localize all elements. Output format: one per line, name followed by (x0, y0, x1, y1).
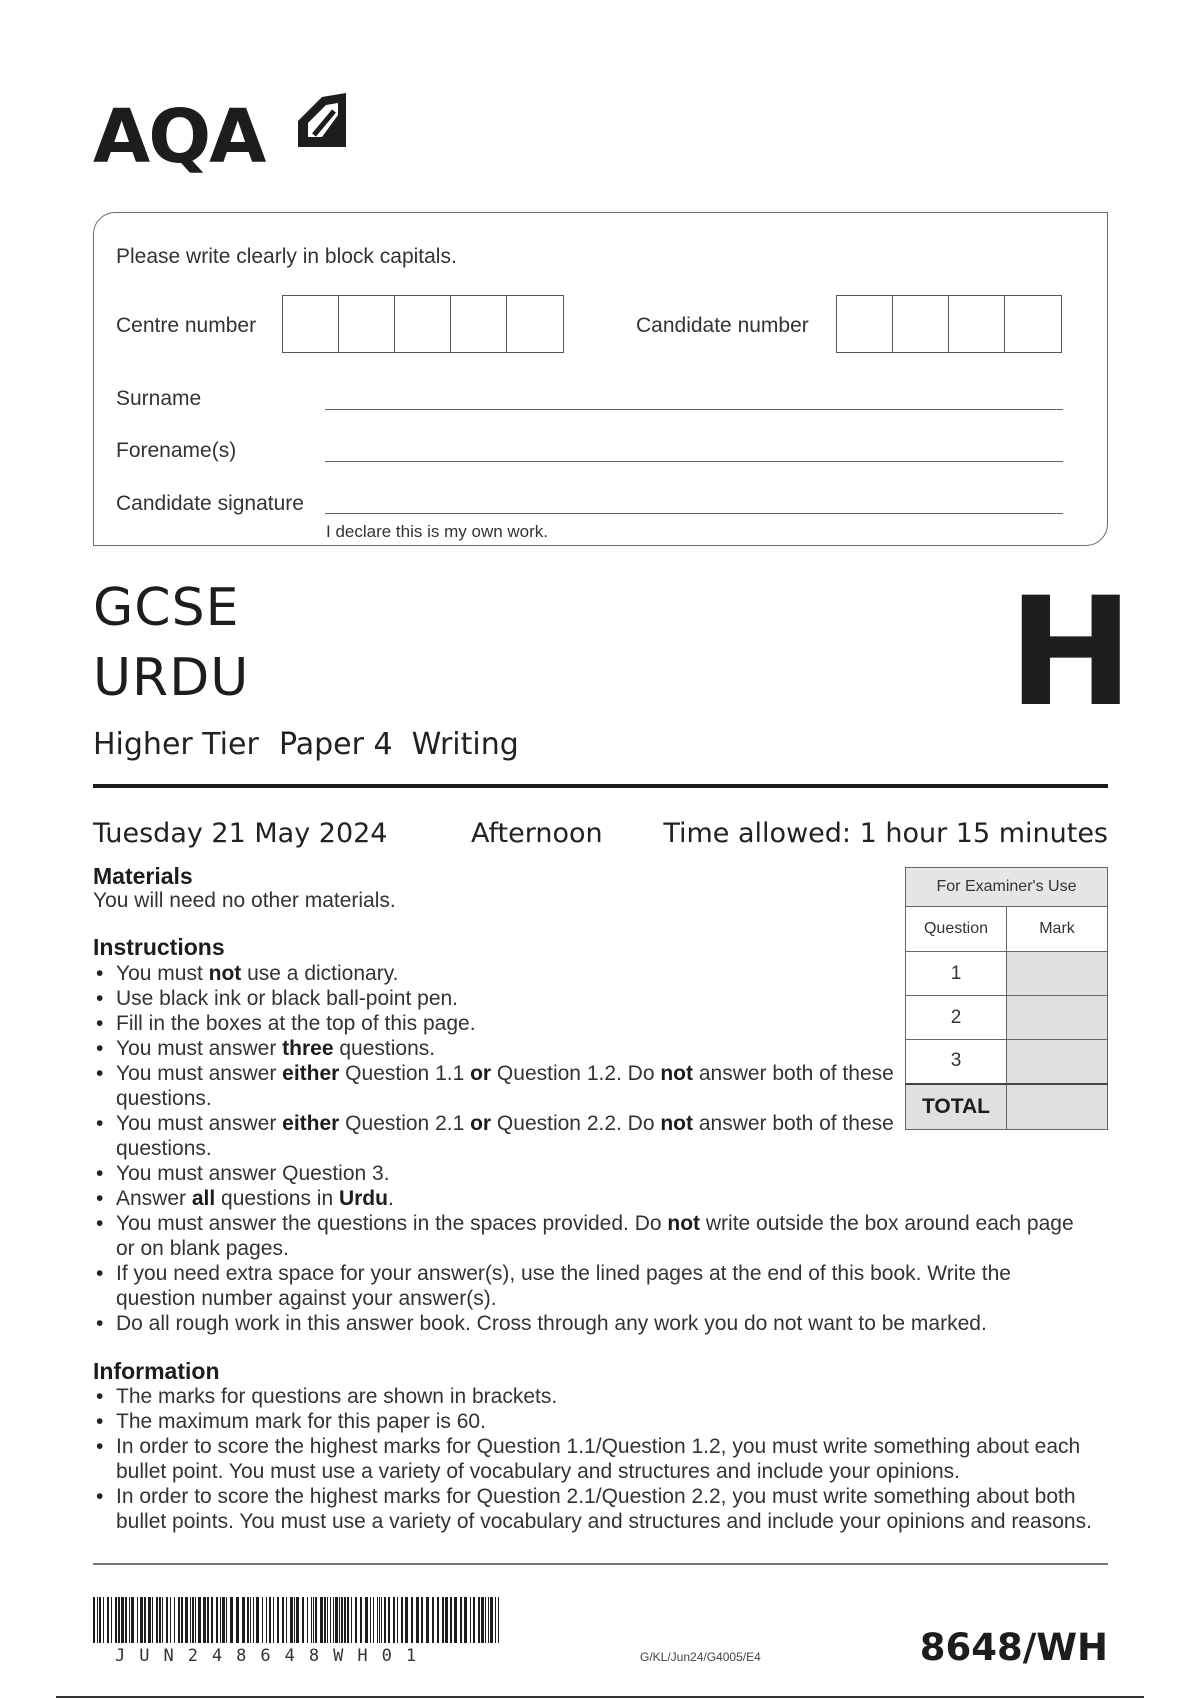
time-allowed: Time allowed: 1 hour 15 minutes (663, 818, 1108, 849)
question-number-cell: 1 (906, 952, 1007, 996)
instruction-item: • If you need extra space for your answer(s), use the lined pages at the end of this book. Write the question number against your answer(s). (93, 1261, 1083, 1311)
centre-number-digit-box[interactable] (451, 296, 507, 352)
block-capitals-instruction: Please write clearly in block capitals. (116, 245, 457, 268)
instruction-item: • You must answer three questions. (93, 1036, 961, 1061)
mark-cell (1007, 1040, 1108, 1084)
declaration-text: I declare this is my own work. (326, 522, 549, 541)
exam-date: Tuesday 21 May 2024 (93, 818, 388, 849)
instruction-item: • Use black ink or black ball-point pen. (93, 986, 961, 1011)
information-item: • In order to score the highest marks for Question 1.1/Question 1.2, you must write something about each bullet point. You must use a variety of vocabulary and structures and include your opinions. (93, 1434, 1093, 1484)
instruction-item: • You must answer the questions in the spaces provided. Do not write outside the box around each page or on blank pages. (93, 1211, 1083, 1261)
examiner-use-table (905, 867, 1108, 1130)
paper-reference: G/KL/Jun24/G4005/E4 (640, 1650, 761, 1664)
page-bottom-rule (56, 1696, 1144, 1698)
candidate-number-digit-box[interactable] (1005, 296, 1061, 352)
mark-cell (1007, 952, 1108, 996)
instruction-item: • Fill in the boxes at the top of this page. (93, 1011, 961, 1036)
tier-letter: H (1008, 566, 1134, 740)
instruction-item: • You must answer either Question 1.1 or Question 1.2. Do not answer both of these questions. (93, 1061, 961, 1111)
centre-number-digit-box[interactable] (507, 296, 563, 352)
barcode (93, 1597, 503, 1643)
instructions-heading: Instructions (93, 934, 225, 960)
surname-label: Surname (116, 387, 202, 410)
barcode-text: JUN248648WH01 (115, 1646, 431, 1666)
question-column-header: Question (906, 907, 1007, 952)
logo-text: AQA (93, 94, 265, 180)
aqa-leaf-icon (296, 91, 348, 149)
footer-divider (93, 1563, 1108, 1565)
information-heading: Information (93, 1358, 220, 1384)
qualification-title: GCSE (93, 578, 240, 638)
candidate-number-label: Candidate number (636, 314, 809, 337)
information-item: • In order to score the highest marks for Question 2.1/Question 2.2, you must write something about both bullet points. You must use a variety of vocabulary and structures and include your opinions and reasons. (93, 1484, 1093, 1534)
paper-code: 8648/WH (919, 1626, 1108, 1669)
information-list (93, 1384, 1093, 1534)
question-number-cell: 2 (906, 996, 1007, 1040)
mark-cell (1007, 996, 1108, 1040)
total-label: TOTAL (906, 1084, 1007, 1130)
centre-number-label: Centre number (116, 314, 257, 337)
forenames-label: Forename(s) (116, 439, 237, 462)
centre-number-digit-box[interactable] (395, 296, 451, 352)
instruction-item: • You must not use a dictionary. (93, 961, 961, 986)
paper-label: Paper 4 Writing (279, 727, 519, 762)
signature-label: Candidate signature (116, 492, 304, 515)
instruction-item: • You must answer either Question 2.1 or Question 2.2. Do not answer both of these questions. (93, 1111, 961, 1161)
materials-text: You will need no other materials. (93, 889, 396, 912)
surname-line[interactable] (325, 409, 1063, 410)
information-item: • The marks for questions are shown in brackets. (93, 1384, 1093, 1409)
examiner-use-header: For Examiner's Use (906, 868, 1108, 907)
information-item: • The maximum mark for this paper is 60. (93, 1409, 1093, 1434)
candidate-number-digit-box[interactable] (949, 296, 1005, 352)
candidate-number-digit-box[interactable] (893, 296, 949, 352)
candidate-number-digit-box[interactable] (837, 296, 893, 352)
instruction-item: • You must answer Question 3. (93, 1161, 961, 1186)
forenames-line[interactable] (325, 461, 1063, 462)
exam-session: Afternoon (471, 818, 603, 849)
centre-number-boxes[interactable] (282, 295, 564, 353)
total-mark-cell (1007, 1084, 1108, 1130)
subject-title: URDU (93, 648, 250, 708)
signature-line[interactable] (325, 513, 1063, 514)
instruction-item: • Do all rough work in this answer book. Cross through any work you do not want to be marked. (93, 1311, 1083, 1336)
instruction-item: • Answer all questions in Urdu. (93, 1186, 961, 1211)
question-number-cell: 3 (906, 1040, 1007, 1084)
materials-heading: Materials (93, 863, 193, 889)
centre-number-digit-box[interactable] (283, 296, 339, 352)
title-divider (93, 784, 1108, 788)
mark-column-header: Mark (1007, 907, 1108, 952)
centre-number-digit-box[interactable] (339, 296, 395, 352)
aqa-logo (93, 88, 363, 183)
tier-label: Higher Tier (93, 727, 259, 762)
candidate-number-boxes[interactable] (836, 295, 1062, 353)
